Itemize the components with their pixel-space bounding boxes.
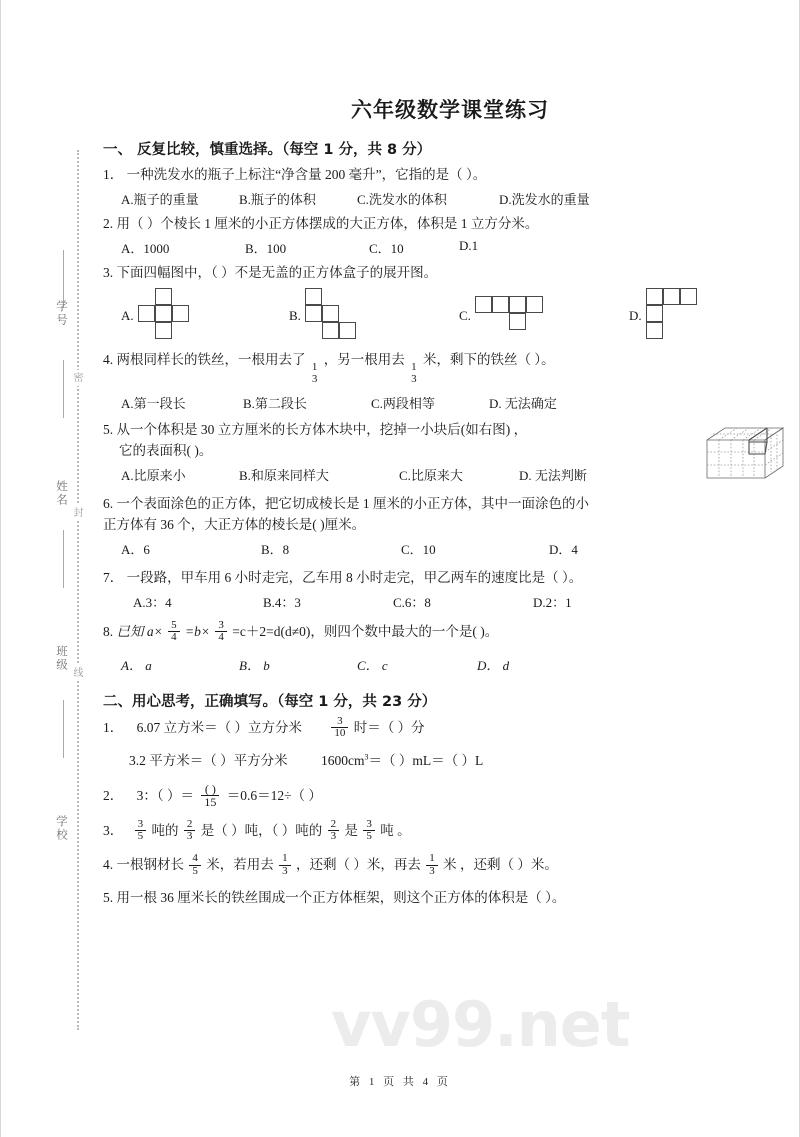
fill-item-3-t4: 吨 。 [380, 823, 411, 839]
option-d: D． d [477, 657, 510, 673]
net-shape-cross [138, 288, 198, 343]
fraction-one-third-2: 1 3 [411, 360, 417, 385]
fill-item-2-number: 2． [103, 787, 124, 803]
seal-margin [1, 0, 99, 1137]
margin-field-xingming: 姓名 [55, 480, 67, 507]
cube-superscript: 3 [364, 752, 369, 762]
question-5-number: 5. [103, 422, 114, 437]
fraction-two-thirds-2: $\frac{2}{3}$ [328, 819, 340, 843]
fill-item-3-t2: 是（ ）吨，（ ）吨的 [200, 823, 323, 839]
fill-item-1-part2: 时＝（ ）分 [353, 719, 425, 735]
fill-item-4-t4: 米 ，还剩（ ）米。 [443, 857, 558, 873]
net-label-c: C. [459, 307, 471, 323]
page-title: 六年级数学课堂练习 [351, 98, 549, 122]
seal-char-xian: 线 [71, 667, 82, 679]
option-b: B.第二段长 [243, 396, 307, 411]
fill-item-2 [103, 781, 800, 810]
question-4-text-b: ，另一根用去 [323, 351, 405, 367]
net-label-d: D. [629, 307, 642, 323]
question-4-text-c: 米，剩下的铁丝（ ）。 [423, 351, 555, 367]
question-5-line1 [103, 420, 800, 441]
fraction-three-fifths-2: $\frac{3}{5}$ [363, 819, 375, 843]
question-6-options [121, 539, 800, 558]
fill-item-1-part4: ＝（ ）mL＝（ ）L [368, 752, 484, 768]
fill-item-2-pre: 3：（ ）＝ [136, 787, 194, 803]
net-shape-staircase [305, 288, 365, 346]
option-a: A.第一段长 [121, 396, 186, 411]
question-8-text-c: =c＋2=d(d≠0)，则四个数中最大的一个是( )。 [232, 623, 499, 639]
question-6-number: 6. [103, 495, 114, 511]
net-option-d [629, 288, 706, 346]
fill-item-4-t2: 米，若用去 [206, 857, 274, 873]
seal-char-mi: 密 [71, 372, 82, 384]
option-d: D．4 [549, 541, 578, 557]
section2-heading: 二、用心思考，正确填写。（每空 1 分，共 23 分） [103, 693, 437, 710]
question-2 [103, 214, 800, 235]
fraction-one-third-3: $\frac{1}{3}$ [279, 853, 291, 877]
question-1 [103, 165, 800, 186]
question-8-options [121, 655, 800, 674]
fraction-three-fourths: $\frac{3}{4}$ [215, 620, 227, 644]
option-c: C．10 [369, 240, 404, 256]
question-1-options [121, 189, 800, 208]
option-b: B.瓶子的体积 [239, 191, 316, 207]
option-c: C.比原来大 [399, 467, 463, 483]
cuboid-with-notch-figure [703, 424, 795, 486]
fraction-four-fifths: $\frac{4}{5}$ [189, 853, 201, 877]
question-2-number: 2. [103, 215, 114, 231]
option-c: C.洗发水的体积 [357, 191, 447, 207]
question-7-number: 7． [103, 569, 124, 585]
fraction-one-third: 1 3 [311, 360, 318, 385]
question-1-number: 1． [103, 167, 124, 182]
exam-content [99, 0, 800, 1137]
question-2-text: 用（ ）个棱长 1 厘米的小正方体摆成的大正方体，体积是 1 立方分米。 [116, 215, 539, 231]
fill-item-3-t1: 吨的 [151, 823, 179, 839]
field-line-banji [63, 530, 64, 588]
fill-item-1-part1: 6.07 立方米＝（ ）立方分米 [136, 719, 302, 735]
option-d: D.2：1 [533, 594, 572, 610]
margin-field-xuehao: 学号 [55, 300, 67, 327]
fill-item-5-text: 用一根 36 厘米长的铁丝围成一个正方体框架，则这个正方体的体积是（ ）。 [116, 890, 566, 906]
fill-item-1 [103, 714, 800, 741]
seal-char-feng: 封 [71, 507, 82, 519]
question-8 [103, 618, 800, 645]
fraction-one-third-4: $\frac{1}{3}$ [426, 853, 438, 877]
fill-item-3 [103, 817, 800, 844]
question-8-number: 8. [103, 623, 114, 639]
net-option-a [121, 288, 289, 343]
question-3-nets [121, 288, 800, 348]
option-a: A．6 [121, 541, 150, 557]
question-5-line2: 它的表面积( )。 [119, 442, 213, 458]
option-a: A． a [121, 657, 152, 673]
option-c: C.两段相等 [371, 396, 435, 411]
question-6-line1 [103, 494, 800, 515]
question-4-number: 4. [103, 351, 114, 367]
question-2-options [121, 238, 800, 257]
question-3-number: 3. [103, 264, 114, 280]
option-d: D. 无法确定 [489, 396, 557, 411]
fill-item-1-part4-pre: 1600cm [321, 752, 365, 768]
option-c: C．10 [401, 541, 436, 557]
field-line-xuexiao [63, 700, 64, 758]
margin-field-xuexiao: 学校 [55, 815, 67, 842]
fill-item-4-t3: ，还剩（ ）米，再去 [296, 857, 421, 873]
question-4-options [121, 393, 800, 412]
question-6-line2: 正方体有 36 个，大正方体的棱长是( )厘米。 [103, 516, 366, 532]
net-option-b [289, 288, 459, 346]
fill-item-4-number: 4. [103, 857, 114, 873]
net-shape-l [646, 288, 706, 346]
option-a: A.比原来小 [121, 467, 186, 483]
fill-item-1b [129, 751, 800, 772]
net-label-b: B. [289, 307, 301, 323]
field-line-xingming [63, 360, 64, 418]
question-3-text: 下面四幅图中，（ ）不是无盖的正方体盒子的展开图。 [116, 264, 438, 280]
question-7 [103, 568, 800, 589]
option-b: B．8 [261, 541, 290, 557]
question-5 [103, 420, 800, 462]
fill-item-4-t1: 一根钢材长 [116, 857, 184, 873]
fill-item-3-t3: 是 [344, 823, 358, 839]
option-a: A.瓶子的重量 [121, 191, 199, 207]
option-b: B.4：3 [263, 594, 301, 610]
option-c: C.6：8 [393, 594, 431, 610]
fill-item-5 [103, 888, 800, 909]
option-b: B.和原来同样大 [239, 467, 329, 483]
question-8-text-b: =b× [185, 623, 210, 639]
question-3 [103, 263, 800, 284]
net-shape-row-with-tab [475, 288, 549, 333]
page-footer: 第 1 页 共 4 页 [349, 1076, 451, 1088]
option-b: B．100 [245, 240, 287, 256]
fraction-five-fourths: $\frac{5}{4}$ [168, 620, 180, 644]
seal-dotted-line [77, 150, 79, 1030]
fill-item-5-number: 5. [103, 890, 114, 906]
question-1-text: 一种洗发水的瓶子上标注“净含量 200 毫升”，它指的是（ ）。 [126, 167, 487, 182]
fraction-blank-over-15: $\frac{( )}{15}$ [201, 783, 219, 809]
question-6 [103, 494, 800, 536]
question-5-text-line1: 从一个体积是 30 立方厘米的长方体木块中，挖掉一小块后(如右图) ， [116, 422, 528, 437]
option-c: C． c [357, 657, 388, 673]
fraction-three-tenths: $\frac{3}{10}$ [331, 716, 348, 740]
question-4 [103, 350, 800, 385]
fill-item-1-number: 1． [103, 719, 124, 735]
net-option-c [459, 288, 629, 333]
fill-item-3-number: 3． [103, 823, 124, 839]
site-watermark: vv99.net [331, 988, 630, 1061]
net-label-a: A. [121, 307, 134, 323]
question-8-text-a: 已知 a× [116, 623, 163, 639]
question-7-text: 一段路，甲车用 6 小时走完，乙车用 8 小时走完，甲乙两车的速度比是（ ）。 [126, 569, 583, 585]
option-d: D.1 [459, 237, 479, 253]
fill-item-2-post: ＝0.6＝12÷（ ） [226, 787, 322, 803]
question-5-options [121, 465, 800, 484]
option-a: A.3：4 [133, 594, 172, 610]
margin-field-banji: 班级 [55, 645, 67, 672]
fill-item-4 [103, 854, 800, 878]
option-d: D.洗发水的重量 [499, 191, 590, 207]
fraction-two-thirds: $\frac{2}{3}$ [184, 819, 196, 843]
section1-heading: 一、 反复比较，慎重选择。（每空 1 分，共 8 分） [103, 142, 432, 158]
question-4-text-a: 两根同样长的铁丝，一根用去了 [116, 351, 306, 367]
fraction-three-fifths: $\frac{3}{5}$ [135, 819, 147, 843]
option-d: D. 无法判断 [519, 467, 587, 483]
fill-item-1-part3: 3.2 平方米＝（ ）平方分米 [129, 752, 288, 768]
option-a: A．1000 [121, 240, 170, 256]
question-7-options [133, 592, 800, 611]
question-6-text-line1: 一个表面涂色的正方体，把它切成棱长是 1 厘米的小正方体，其中一面涂色的小 [116, 495, 589, 511]
option-b: B． b [239, 657, 270, 673]
